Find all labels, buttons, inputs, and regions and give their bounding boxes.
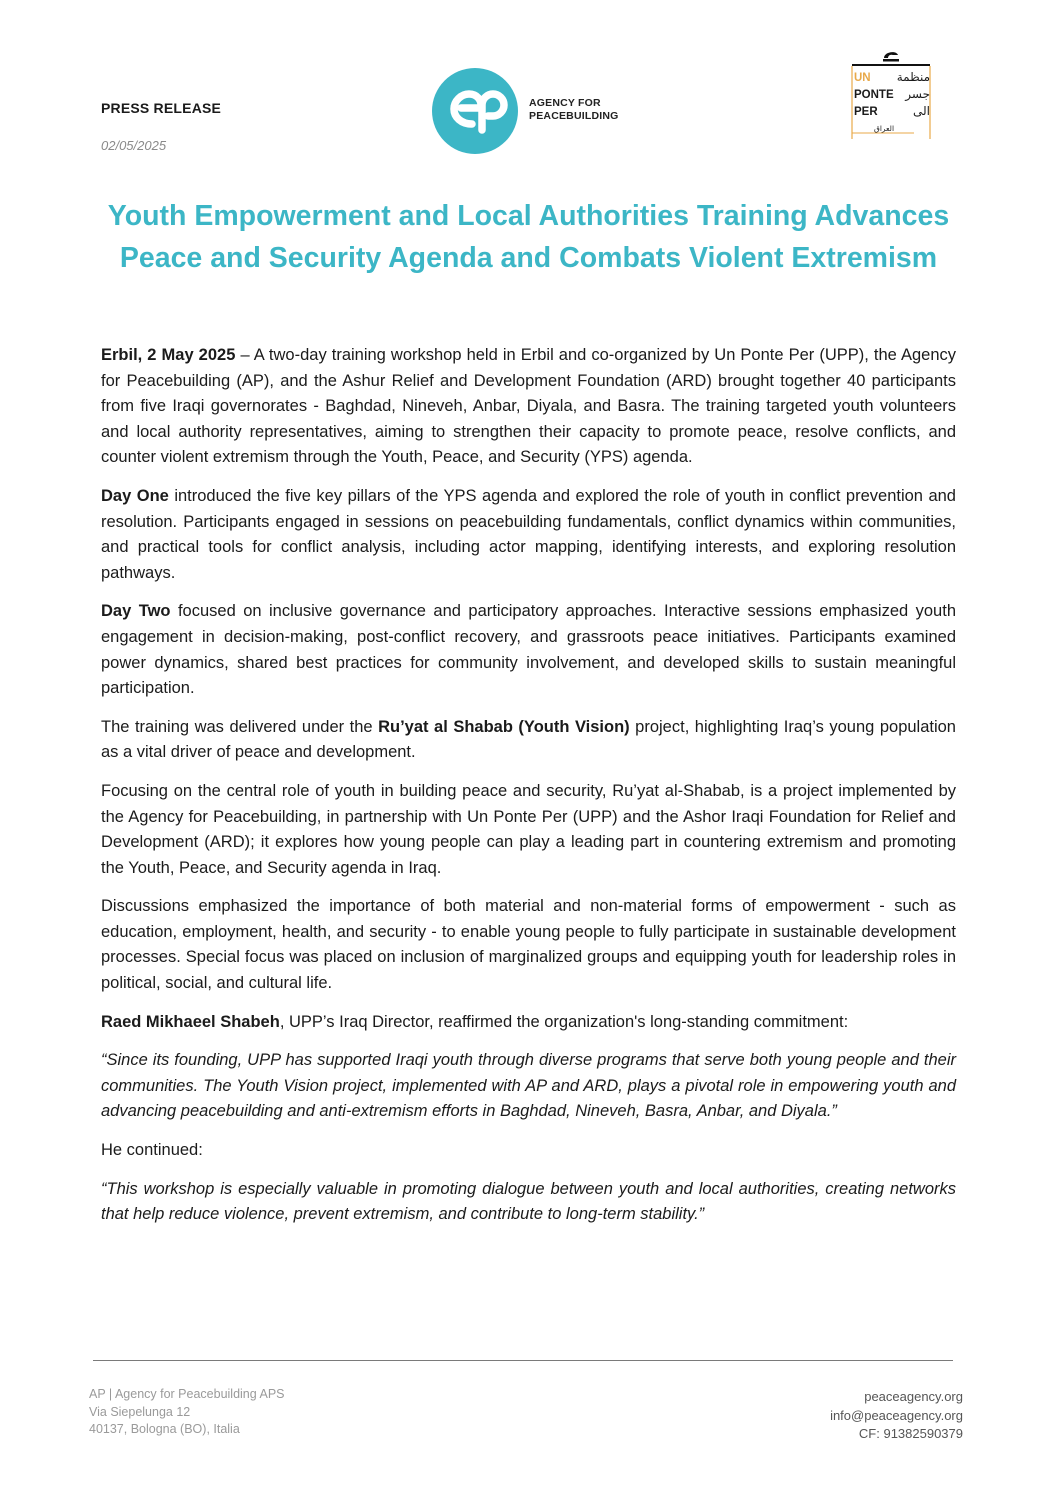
paragraph-intro: Erbil, 2 May 2025 – A two-day training workshop held in Erbil and co-organized by Un Ponte Per (UPP), the Agency for Peacebuilding (AP), and the Ashur Relief and Development Foundation (ARD) brought together 40 participants from five Iraqi governorates - Baghdad, Nineveh, Anbar, Diyala, and Basra. The training targeted youth volunteers and local authority representatives, aiming to strengthen their capacity to promote peace, resolve conflicts, and counter violent extremism through the Youth, Peace, and Security (YPS) agenda. [101, 346, 956, 467]
upp-logo-footer-text: العراق [874, 124, 895, 133]
footer-address: AP | Agency for Peacebuilding APS Via Siepelunga 12 40137, Bologna (BO), Italia [89, 1387, 285, 1436]
footer-tax-code: CF: 91382590379 [858, 1426, 963, 1441]
quote-2: “This workshop is especially valuable in promoting dialogue between youth and local authorities, creating networks that help reduce violence, prevent extremism, and contribute to long-term stability.” [101, 1179, 956, 1224]
ap-logo-text: AGENCY FOR PEACEBUILDING [529, 97, 619, 122]
footer-email-link[interactable]: info@peaceagency.org [830, 1407, 963, 1423]
paragraph-continued: He continued: [101, 1141, 203, 1160]
ap-logo [432, 68, 632, 154]
press-release-title: Youth Empowerment and Local Authorities Training Advances Peace and Security Agenda and Combats Violent Extremism [107, 200, 950, 274]
paragraph-discussions: Discussions emphasized the importance of both material and non-material forms of empowerment - such as education, employment, health, and security - to enable young people to fully participate in sustainable development processes. Special focus was placed on inclusion of marginalized groups and equipping youth for leadership roles in political, social, and cultural life. [101, 897, 956, 993]
release-date: 02/05/2025 [101, 138, 167, 153]
press-release-label: PRESS RELEASE [101, 100, 222, 116]
ap-logo-mark-icon [432, 68, 518, 154]
paragraph-project: The training was delivered under the Ru’yat al Shabab (Youth Vision) project, highlighting Iraq’s young population as a vital driver of peace and development. [101, 717, 956, 762]
upp-logo-arabic: منظمة جسر الى [896, 70, 930, 118]
article-body [101, 343, 956, 1241]
paragraph-day-one: Day One introduced the five key pillars of the YPS agenda and explored the role of youth in conflict prevention and resolution. Participants engaged in sessions on peacebuilding fundamentals, conflict dynamics within communities, and practical tools for conflict analysis, including actor mapping, identifying interests, and exploring resolution pathways. [101, 486, 956, 582]
paragraph-focus: Focusing on the central role of youth in building peace and security, Ru’yat al-Shabab, is a project implemented by the Agency for Peacebuilding, in partnership with Un Ponte Per (UPP) and the Ashor Iraqi Foundation for Relief and Development (ARD); it explores how young people can play a leading part in countering extremism and promoting the Youth, Peace, and Security agenda in Iraq. [101, 781, 956, 877]
footer-contact [830, 1388, 963, 1444]
footer-website-link[interactable]: peaceagency.org [864, 1389, 963, 1404]
paragraph-director: Raed Mikhaeel Shabeh, UPP’s Iraq Director, reaffirmed the organization's long-standing commitment: [101, 1012, 849, 1031]
upp-logo [848, 46, 934, 142]
quote-1: “Since its founding, UPP has supported Iraqi youth through diverse programs that serve both young people and their communities. The Youth Vision project, implemented with AP and ARD, plays a pivotal role in empowering youth and advancing peacebuilding and anti-extremism efforts in Baghdad, Nineveh, Basra, Anbar, and Diyala.” [101, 1051, 956, 1121]
upp-logo-latin: UN PONTE PER [854, 72, 894, 118]
footer-divider [93, 1360, 953, 1361]
paragraph-day-two: Day Two focused on inclusive governance and participatory approaches. Interactive sessions emphasized youth engagement in decision-making, post-conflict recovery, and grassroots peace initiatives. Participants examined power dynamics, shared best practices for community involvement, and developed skills to sustain meaningful participation. [101, 602, 956, 698]
